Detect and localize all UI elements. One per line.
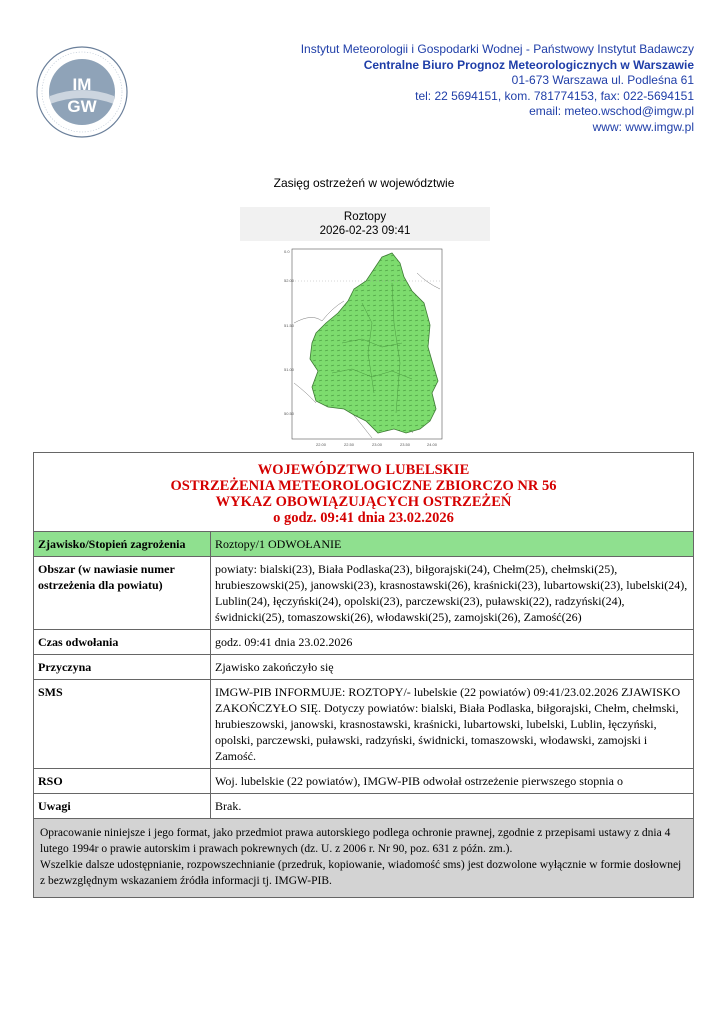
map-corner-label: 0.0 <box>284 249 290 254</box>
warning-table <box>33 452 694 898</box>
lat-label-3: 51.00 <box>284 367 295 372</box>
institute-header <box>274 42 694 135</box>
header-line-email: email: meteo.wschod@imgw.pl <box>529 104 694 118</box>
lon-label-4: 23.50 <box>400 442 411 447</box>
table-row-footer <box>34 819 694 898</box>
report-title <box>34 453 694 532</box>
header-line-phone: tel: 22 5694151, kom. 781774153, fax: 022-5694151 <box>415 88 694 103</box>
sms-label: SMS <box>34 680 211 769</box>
header-line-www: www: www.imgw.pl <box>592 119 694 134</box>
title-list: WYKAZ OBOWIĄZUJĄCYCH OSTRZEŻEŃ <box>215 494 512 510</box>
time-label: Czas odwołania <box>34 630 211 655</box>
header-line-address: 01-673 Warszawa ul. Podleśna 61 <box>511 73 694 87</box>
copyright-paragraph-2: Wszelkie dalsze udostępnianie, rozpowszechnianie (przedruk, kopiowanie, wiadomość sms) jest dozwolone wyłącznie w formie dosłownej z bezwzględnym wskazaniem źródła informacji tj. IMGW-PIB. <box>40 859 682 887</box>
lon-label-1: 22.00 <box>316 442 327 447</box>
lat-label-2: 51.50 <box>284 323 295 328</box>
reason-value: Zjawisko zakończyło się <box>211 655 694 680</box>
lon-label-2: 22.50 <box>344 442 355 447</box>
copyright-paragraph-1: Opracowanie niniejsze i jego format, jako przedmiot prawa autorskiego podlega ochronie prawnej, zgodnie z przepisami ustawy z dnia 4 lutego 1994r o prawie autorskim i prawach pokrewnych (dz. U. z 2006 r. Nr 90, poz. 631 z późn. zm.). <box>40 827 671 855</box>
rso-label: RSO <box>34 769 211 794</box>
logo-text-top: IM <box>72 75 92 94</box>
title-voivodeship: WOJEWÓDZTWO LUBELSKIE <box>257 462 470 478</box>
table-row-reason <box>34 655 694 680</box>
warning-map <box>282 243 450 453</box>
sms-value: IMGW-PIB INFORMUJE: ROZTOPY/- lubelskie (22 powiatów) 09:41/23.02.2026 ZJAWISKO ZAKOŃCZYŁO SIĘ. Dotyczy powiatów: bialski, Biała Podlaska, biłgorajski, Chełm, chełmski, hrubieszowski, janowski, krasnostawski, kraśnicki, lubartowski, lubelski, Lublin, łęczyński, opolski, parczewski, puławski, radzyński, świdnicki, tomaszowski, włodawski, zamojski i Zamość. <box>211 680 694 769</box>
table-row-sms <box>34 680 694 769</box>
reason-label: Przyczyna <box>34 655 211 680</box>
notes-value: Brak. <box>211 794 694 819</box>
header-line-institute: Instytut Meteorologii i Gospodarki Wodnej - Państwowy Instytut Badawczy <box>300 42 694 56</box>
map-datetime: 2026-02-23 09:41 <box>319 225 411 237</box>
copyright-notice <box>34 819 694 898</box>
area-label: Obszar (w nawiasie numer ostrzeżenia dla powiatu) <box>34 557 211 630</box>
table-row-time <box>34 630 694 655</box>
imgw-logo <box>36 46 128 138</box>
title-time: o godz. 09:41 dnia 23.02.2026 <box>273 510 454 526</box>
table-row-rso <box>34 769 694 794</box>
phenomenon-label: Zjawisko/Stopień zagrożenia <box>34 532 211 557</box>
time-value: godz. 09:41 dnia 23.02.2026 <box>211 630 694 655</box>
table-row-notes <box>34 794 694 819</box>
table-row-area <box>34 557 694 630</box>
area-value: powiaty: bialski(23), Biała Podlaska(23), biłgorajski(24), Chełm(25), chełmski(25), hrubieszowski(25), janowski(23), krasnostawski(26), kraśnicki(23), lubartowski(23), lubelski(24), Lublin(24), łęczyński(24), opolski(23), parczewski(23), puławski(22), radzyński(24), świdnicki(25), tomaszowski(26), włodawski(25), zamojski(26), Zamość(26) <box>211 557 694 630</box>
notes-label: Uwagi <box>34 794 211 819</box>
logo-text-bottom: GW <box>67 97 97 116</box>
title-bulletin: OSTRZEŻENIA METEOROLOGICZNE ZBIORCZO NR 56 <box>170 478 557 494</box>
lon-label-5: 24.00 <box>427 442 438 447</box>
lat-label-1: 52.00 <box>284 278 295 283</box>
map-caption <box>240 207 490 241</box>
lat-label-4: 50.50 <box>284 411 295 416</box>
phenomenon-value: Roztopy/1 ODWOŁANIE <box>211 532 694 557</box>
table-row-phenomenon <box>34 532 694 557</box>
rso-value: Woj. lubelskie (22 powiatów), IMGW-PIB odwołał ostrzeżenie pierwszego stopnia o <box>211 769 694 794</box>
lon-label-3: 23.00 <box>372 442 383 447</box>
header-line-bureau: Centralne Biuro Prognoz Meteorologicznych w Warszawie <box>363 57 694 72</box>
scope-heading: Zasięg ostrzeżeń w województwie <box>273 176 455 190</box>
map-phenomenon: Roztopy <box>343 211 387 223</box>
